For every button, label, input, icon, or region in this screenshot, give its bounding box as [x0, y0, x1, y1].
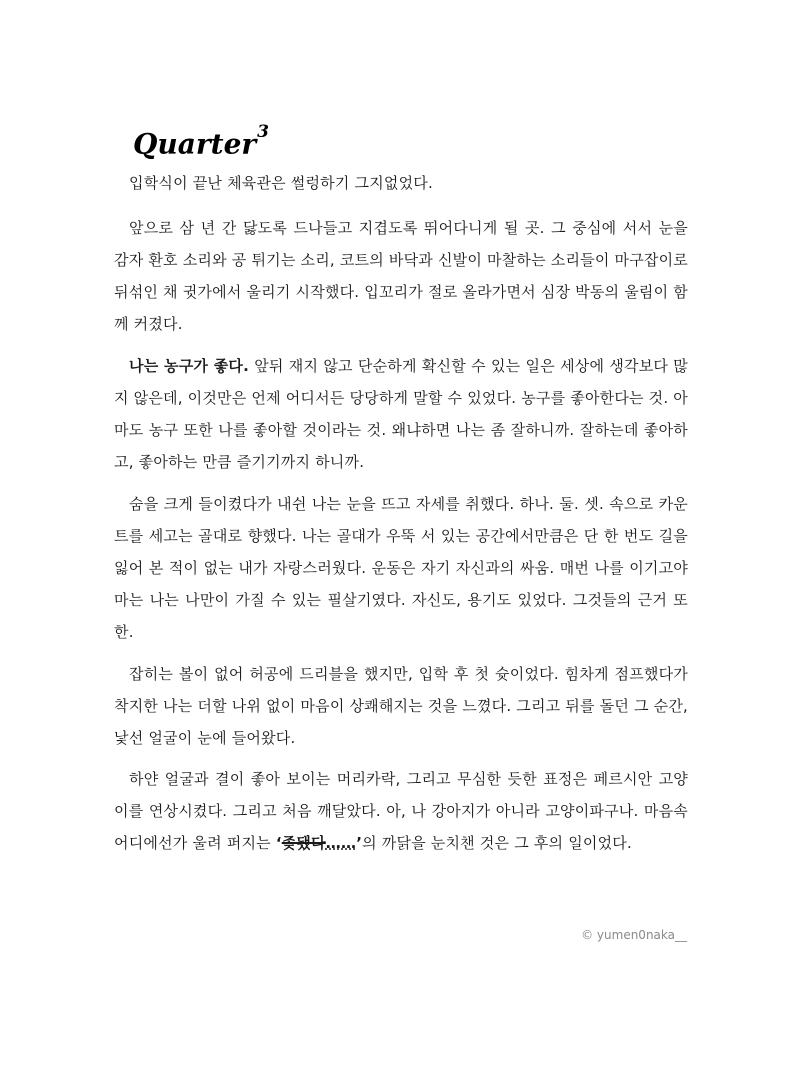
paragraph-1: [114, 167, 688, 199]
paragraph-text: 하얀 얼굴과 결이 좋아 보이는 머리카락, 그리고 무심한 듯한 표정은 페르시안 고양이를 연상시켰다. 그리고 처음 깨달았다. 아, 나 강아지가 아니라 고양이파구나. 마음속 어디에선가 울려 퍼지는: [114, 770, 688, 852]
paragraph-text: 앞으로 삼 년 간 닳도록 드나들고 지겹도록 뛰어다니게 될 곳. 그 중심에 서서 눈을 감자 환호 소리와 공 튀기는 소리, 코트의 바닥과 신발이 마찰하는 소리들이 마구잡이로 뒤섞인 채 귓가에서 울리기 시작했다. 입꼬리가 절로 올라가면서 심장 박동의 울림이 함께 커졌다.: [114, 219, 688, 333]
paragraph-text: 앞뒤 재지 않고 단순하게 확신할 수 있는 일은 세상에 생각보다 많지 않은데, 이것만은 언제 어디서든 당당하게 말할 수 있었다. 농구를 좋아한다는 것. 아마도 농구 또한 나를 좋아할 것이라는 것. 왜냐하면 나는 좀 잘하니까. 잘하는데 좋아하고, 좋아하는 만큼 즐기기까지 하니까.: [114, 357, 688, 471]
paragraph-6: [114, 763, 688, 859]
paragraph-3: [114, 350, 688, 478]
chapter-title-text: Quarter: [133, 127, 257, 161]
paragraph-text: 숨을 크게 들이켰다가 내쉰 나는 눈을 뜨고 자세를 취했다. 하나. 둘. 셋. 속으로 카운트를 세고는 골대로 향했다. 나는 골대가 우뚝 서 있는 공간에서만큼은 단 한 번도 길을 잃어 본 적이 없는 내가 자랑스러웠다. 운동은 자기 자신과의 싸움. 매번 나를 이기고야 마는 나는 나만이 가질 수 있는 필살기였다. 자신도, 용기도 있었다. 그것들의 근거 또한.: [114, 495, 688, 641]
paragraph-tail: 의 까닭을 눈치챈 것은 그 후의 일이었다.: [362, 834, 632, 852]
paragraph-4: [114, 488, 688, 648]
chapter-title: [133, 118, 269, 164]
quote-close: ’: [356, 834, 363, 852]
paragraph-2: [114, 212, 688, 340]
ellipsis: ……: [325, 834, 357, 852]
paragraph-5: [114, 658, 688, 754]
paragraph-text: 입학식이 끝난 체육관은 썰렁하기 그지없었다.: [129, 174, 433, 192]
quote-open: ‘: [275, 834, 282, 852]
copyright-credit: © yumen0naka__: [581, 928, 687, 942]
emphasized-sentence: 나는 농구가 좋다.: [129, 357, 250, 375]
struck-word: 좆됐다: [281, 834, 326, 852]
paragraph-text: 잡히는 볼이 없어 허공에 드리블을 했지만, 입학 후 첫 슛이었다. 힘차게 점프했다가 착지한 나는 더할 나위 없이 마음이 상쾌해지는 것을 느꼈다. 그리고 뒤를 돌던 그 순간, 낯선 얼굴이 눈에 들어왔다.: [114, 665, 688, 747]
chapter-number: 3: [257, 122, 269, 142]
